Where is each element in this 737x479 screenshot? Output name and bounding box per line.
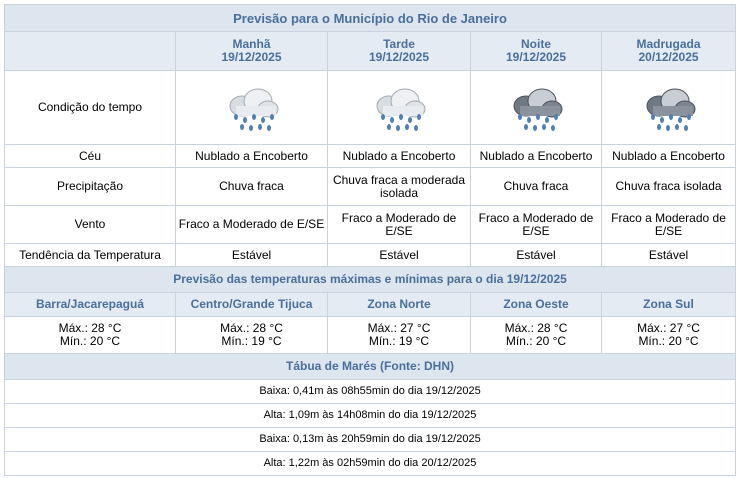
row-label-condicao: Condição do tempo bbox=[5, 71, 176, 145]
precip-cell: Chuva fraca a moderada isolada bbox=[328, 168, 471, 206]
cloud-rain-night-icon bbox=[637, 84, 701, 132]
min-temp: Mín.: 20 °C bbox=[59, 334, 121, 348]
max-temp: Máx.: 28 °C bbox=[58, 321, 122, 335]
row-label-ceu: Céu bbox=[5, 145, 176, 168]
max-temp: Máx.: 28 °C bbox=[220, 321, 283, 335]
row-label-precipitacao: Precipitação bbox=[5, 168, 176, 206]
period-name: Manhã bbox=[232, 37, 271, 51]
row-label-tendencia: Tendência da Temperatura bbox=[5, 244, 176, 267]
tendencia-cell: Estável bbox=[471, 244, 602, 267]
tide-row: Baixa: 0,41m às 08h55min do dia 19/12/2025 bbox=[5, 380, 736, 404]
vento-cell: Fraco a Moderado de E/SE bbox=[471, 206, 602, 244]
period-header-tarde bbox=[328, 32, 471, 71]
cloud-rain-day-icon bbox=[220, 84, 284, 132]
tendencia-cell: Estável bbox=[328, 244, 471, 267]
condition-cell bbox=[471, 71, 602, 145]
temperatures-title: Previsão das temperaturas máximas e mínimas para o dia 19/12/2025 bbox=[5, 267, 736, 293]
period-name: Madrugada bbox=[636, 37, 701, 51]
zone-temps-cell bbox=[471, 317, 602, 354]
precip-cell: Chuva fraca bbox=[176, 168, 328, 206]
period-date: 19/12/2025 bbox=[221, 50, 282, 64]
tides-title: Tábua de Marés (Fonte: DHN) bbox=[5, 354, 736, 380]
precip-cell: Chuva fraca isolada bbox=[602, 168, 736, 206]
period-header-manha bbox=[176, 32, 328, 71]
ceu-cell: Nublado a Encoberto bbox=[602, 145, 736, 168]
tendencia-cell: Estável bbox=[176, 244, 328, 267]
cloud-rain-night-icon bbox=[504, 84, 568, 132]
vento-cell: Fraco a Moderado de E/SE bbox=[328, 206, 471, 244]
condition-cell bbox=[602, 71, 736, 145]
zone-temps-cell bbox=[602, 317, 736, 354]
period-header-noite bbox=[471, 32, 602, 71]
condition-cell bbox=[176, 71, 328, 145]
condition-cell bbox=[328, 71, 471, 145]
period-date: 20/12/2025 bbox=[638, 50, 699, 64]
min-temp: Mín.: 19 °C bbox=[368, 334, 430, 348]
zone-name: Zona Oeste bbox=[471, 293, 602, 317]
cloud-rain-day-icon bbox=[367, 84, 431, 132]
vento-cell: Fraco a Moderado de E/SE bbox=[602, 206, 736, 244]
vento-cell: Fraco a Moderado de E/SE bbox=[176, 206, 328, 244]
period-name: Tarde bbox=[383, 37, 415, 51]
zone-name: Barra/Jacarepaguá bbox=[5, 293, 176, 317]
zone-temps-cell bbox=[328, 317, 471, 354]
max-temp: Máx.: 28 °C bbox=[504, 321, 568, 335]
zone-name: Zona Norte bbox=[328, 293, 471, 317]
precip-cell: Chuva fraca bbox=[471, 168, 602, 206]
min-temp: Mín.: 20 °C bbox=[505, 334, 567, 348]
period-name: Noite bbox=[521, 37, 551, 51]
forecast-title: Previsão para o Município do Rio de Janeiro bbox=[5, 5, 736, 32]
tide-row: Alta: 1,09m às 14h08min do dia 19/12/2025 bbox=[5, 404, 736, 428]
zone-name: Zona Sul bbox=[602, 293, 736, 317]
max-temp: Máx.: 27 °C bbox=[367, 321, 431, 335]
ceu-cell: Nublado a Encoberto bbox=[328, 145, 471, 168]
zone-temps-cell bbox=[176, 317, 328, 354]
row-label-vento: Vento bbox=[5, 206, 176, 244]
period-header-madrugada bbox=[602, 32, 736, 71]
zone-temps-cell bbox=[5, 317, 176, 354]
tide-row: Alta: 1,22m às 02h59min do dia 20/12/2025 bbox=[5, 452, 736, 476]
period-date: 19/12/2025 bbox=[505, 50, 567, 64]
header-blank-cell bbox=[5, 32, 176, 71]
period-date: 19/12/2025 bbox=[368, 50, 430, 64]
forecast-table bbox=[4, 4, 736, 476]
tendencia-cell: Estável bbox=[602, 244, 736, 267]
ceu-cell: Nublado a Encoberto bbox=[176, 145, 328, 168]
zone-name: Centro/Grande Tijuca bbox=[176, 293, 328, 317]
max-temp: Máx.: 27 °C bbox=[637, 321, 700, 335]
ceu-cell: Nublado a Encoberto bbox=[471, 145, 602, 168]
min-temp: Mín.: 20 °C bbox=[638, 334, 699, 348]
tide-row: Baixa: 0,13m às 20h59min do dia 19/12/2025 bbox=[5, 428, 736, 452]
min-temp: Mín.: 19 °C bbox=[221, 334, 282, 348]
